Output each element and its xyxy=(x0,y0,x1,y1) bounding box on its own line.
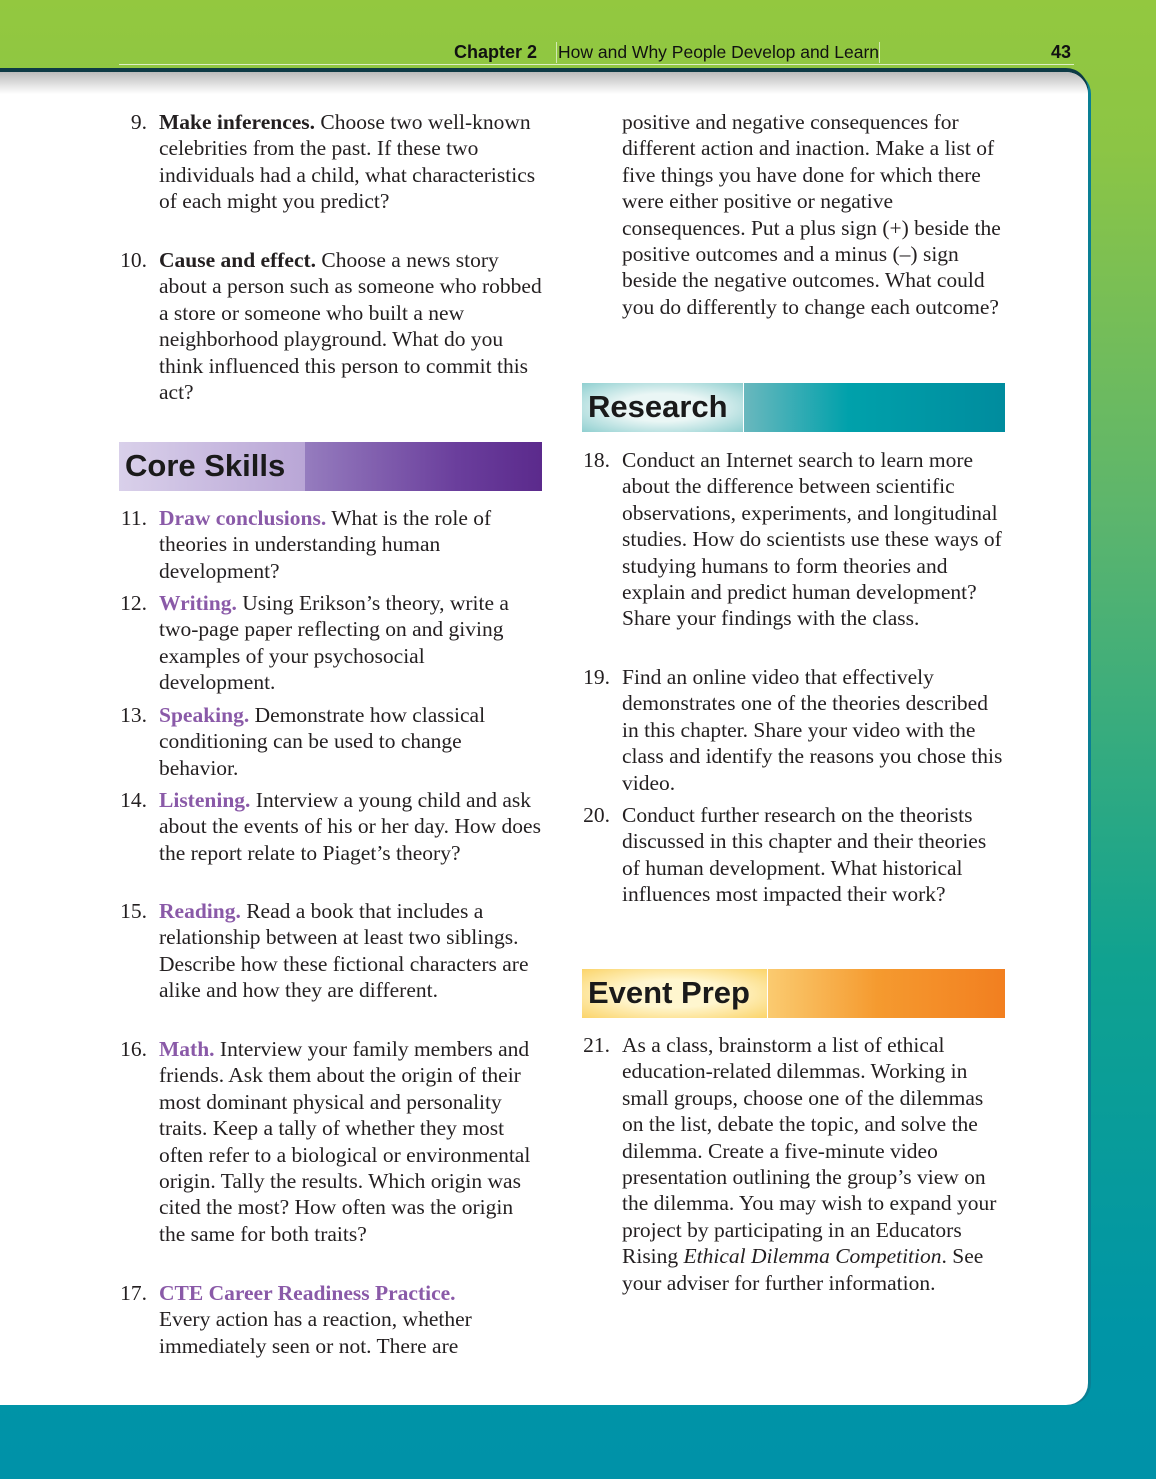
item-number: 19. xyxy=(583,665,610,689)
list-item xyxy=(120,787,544,866)
item-number: 11. xyxy=(120,506,147,530)
list-item-continuation xyxy=(622,109,1007,320)
section-title: Research xyxy=(588,389,728,424)
list-item xyxy=(120,898,544,1004)
item-number: 21. xyxy=(583,1033,610,1057)
section-title: Core Skills xyxy=(125,448,286,483)
item-number: 9. xyxy=(130,110,147,134)
item-number: 13. xyxy=(120,703,147,727)
item-body-tail: . See your adviser for further information. xyxy=(622,1244,984,1295)
section-header-research xyxy=(582,383,1005,432)
section-title: Event Prep xyxy=(588,975,750,1010)
item-lead: Draw conclusions. xyxy=(159,506,327,530)
chapter-title: How and Why People Develop and Learn xyxy=(558,42,880,62)
item-body: Demonstrate how classical conditioning can be used to change behavior. xyxy=(159,703,486,780)
item-number: 18. xyxy=(583,448,610,472)
list-item xyxy=(120,505,544,584)
list-item xyxy=(120,247,544,405)
item-body: Every action has a reaction, whether immediately seen or not. There are xyxy=(159,1307,472,1358)
running-header xyxy=(119,40,1074,65)
item-lead: Make inferences. xyxy=(159,110,316,134)
item-number: 12. xyxy=(120,591,147,615)
item-number: 15. xyxy=(120,899,147,923)
item-body: What is the role of theories in understanding human development? xyxy=(159,506,492,583)
list-item xyxy=(583,447,1007,632)
section-header-event-prep xyxy=(582,969,1005,1018)
list-item xyxy=(120,1036,544,1247)
item-body: Interview your family members and friends. Ask them about the origin of their most dominant physical and personality traits. Keep a tally of whether they most often refer to a biological or environmental origin. Tally the results. Which origin was cited the most? How often was the origin the same for both traits? xyxy=(159,1037,531,1246)
list-item xyxy=(583,802,1007,908)
item-number: 14. xyxy=(120,788,147,812)
item-number: 16. xyxy=(120,1037,147,1061)
item-body: Conduct an Internet search to learn more about the difference between scientific observations, experiments, and longitudinal studies. How do scientists use these ways of studying humans to form theories and explain and predict human development? Share your findings with the class. xyxy=(622,448,1002,631)
page-number: 43 xyxy=(1050,42,1071,62)
item-number: 10. xyxy=(120,248,147,272)
item-lead: Reading. xyxy=(159,899,241,923)
item-lead: Listening. xyxy=(159,788,251,812)
item-lead: Speaking. xyxy=(159,703,250,727)
item-lead: Math. xyxy=(159,1037,215,1061)
item-number: 20. xyxy=(583,803,610,827)
list-item xyxy=(120,702,544,781)
item-body: Using Erikson’s theory, write a two-page paper reflecting on and giving examples of your psychosocial development. xyxy=(159,591,509,695)
chapter-label: Chapter 2 xyxy=(453,42,537,62)
list-item xyxy=(130,109,544,215)
item-body: As a class, brainstorm a list of ethical education-related dilemmas. Working in small groups, choose one of the dilemmas on the list, debate the topic, and solve the dilemma. Create a five-minute video presentation outlining the group’s view on the dilemma. You may wish to expand your project by participating in an Educators Rising xyxy=(622,1033,997,1269)
item-body: Choose a news story about a person such as someone who robbed a store or someone who built a new neighborhood playground. What do you think influenced this person to commit this act? xyxy=(159,248,542,405)
item-body: Find an online video that effectively demonstrates one of the theories described in this chapter. Share your video with the class and identify the reasons you chose this video. xyxy=(622,665,1003,795)
item-body: Read a book that includes a relationship between at least two siblings. Describe how these fictional characters are alike and how they are different. xyxy=(159,899,529,1003)
list-item xyxy=(583,664,1007,796)
item-lead: Cause and effect. xyxy=(159,248,317,272)
section-header-core-skills xyxy=(119,442,542,491)
list-item xyxy=(583,1032,1007,1296)
item-italic: Ethical Dilemma Competition xyxy=(683,1244,942,1269)
list-item xyxy=(120,590,544,696)
item-lead: Writing. xyxy=(159,591,237,615)
item-body: Conduct further research on the theorists discussed in this chapter and their theories of human development. What historical influences most impacted their work? xyxy=(622,803,987,907)
list-item xyxy=(120,1280,544,1359)
item-body: positive and negative consequences for different action and inaction. Make a list of five things you have done for which there were either positive or negative consequences. Put a plus sign (+) beside the positive outcomes and a minus (–) sign beside the negative outcomes. What could you do differently to change each outcome? xyxy=(622,110,1001,319)
item-number: 17. xyxy=(120,1281,147,1305)
item-lead: CTE Career Readiness Practice. xyxy=(159,1281,456,1305)
item-body: Interview a young child and ask about the events of his or her day. How does the report relate to Piaget’s theory? xyxy=(159,788,541,865)
item-body: Choose two well-known celebrities from the past. If these two individuals had a child, what characteristics of each might you predict? xyxy=(159,110,536,214)
